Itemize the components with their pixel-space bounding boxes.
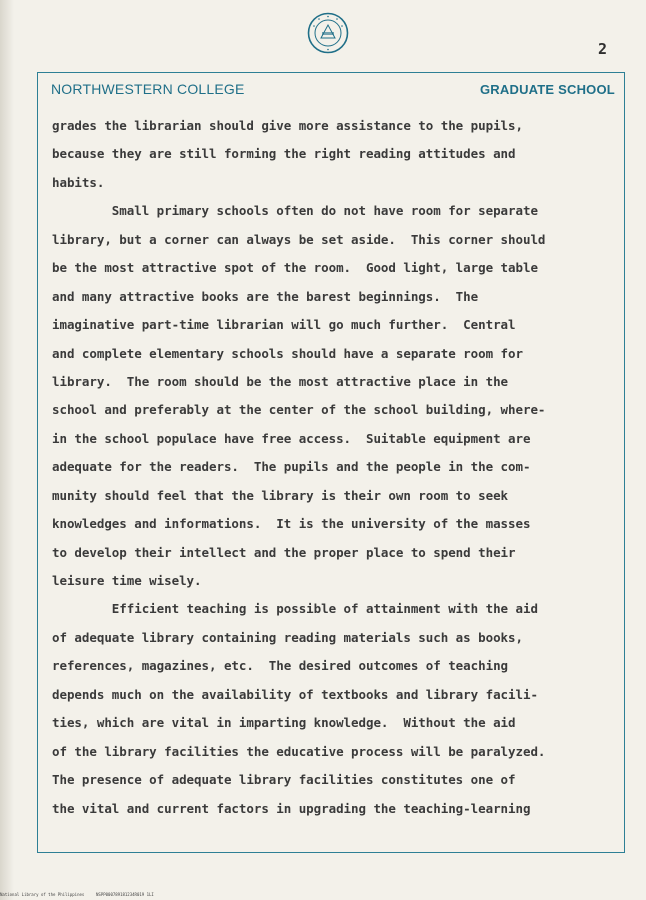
text-line: grades the librarian should give more assistance to the pupils, bbox=[52, 118, 523, 133]
text-line: habits. bbox=[52, 174, 105, 190]
footer-library-name: National Library of the Philippines bbox=[0, 892, 85, 897]
text-line: library. The room should be the most attractive place in the bbox=[52, 373, 509, 389]
text-line: references, magazines, etc. The desired outcomes of teaching bbox=[52, 658, 509, 674]
text-line: and many attractive books are the barest beginnings. The bbox=[52, 288, 479, 304]
text-line: adequate for the readers. The pupils and the people in the com- bbox=[52, 459, 531, 475]
footer-document-code: NSPP000789181234R019 1LI bbox=[96, 892, 154, 897]
text-line: leisure time wisely. bbox=[52, 573, 202, 588]
body-text bbox=[52, 112, 632, 823]
text-line: in the school populace have free access. Suitable equipment are bbox=[52, 430, 531, 446]
text-line: of the library facilities the educative process will be paralyzed. bbox=[52, 743, 546, 759]
page-number: 2 bbox=[598, 40, 608, 58]
text-line: knowledges and informations. It is the university of the masses bbox=[52, 516, 531, 532]
text-line: munity should feel that the library is their own room to seek bbox=[52, 487, 509, 503]
text-line: of adequate library containing reading materials such as books, bbox=[52, 629, 523, 645]
text-line: ties, which are vital in imparting knowledge. Without the aid bbox=[52, 715, 516, 731]
text-line: and complete elementary schools should have a separate room for bbox=[52, 345, 523, 361]
text-line: school and preferably at the center of the school building, where- bbox=[52, 402, 546, 418]
text-line: library, but a corner can always be set aside. This corner should bbox=[52, 231, 546, 247]
text-line: the vital and current factors in upgrading the teaching-learning bbox=[52, 800, 531, 816]
text-line: Efficient teaching is possible of attainment with the aid bbox=[52, 601, 538, 617]
text-line: be the most attractive spot of the room. Good light, large table bbox=[52, 260, 538, 276]
text-line: The presence of adequate library facilities constitutes one of bbox=[52, 772, 516, 788]
header-college-name: NORTHWESTERN COLLEGE bbox=[51, 81, 245, 97]
text-line: because they are still forming the right reading attitudes and bbox=[52, 146, 516, 162]
college-seal-logo bbox=[307, 12, 349, 54]
scan-edge-shadow bbox=[0, 0, 14, 900]
text-line: imaginative part-time librarian will go much further. Central bbox=[52, 317, 516, 333]
text-line: depends much on the availability of textbooks and library facili- bbox=[52, 686, 538, 702]
header-school-name: GRADUATE SCHOOL bbox=[480, 82, 615, 97]
text-line: to develop their intellect and the proper place to spend their bbox=[52, 544, 516, 560]
text-line: Small primary schools often do not have room for separate bbox=[52, 203, 538, 219]
